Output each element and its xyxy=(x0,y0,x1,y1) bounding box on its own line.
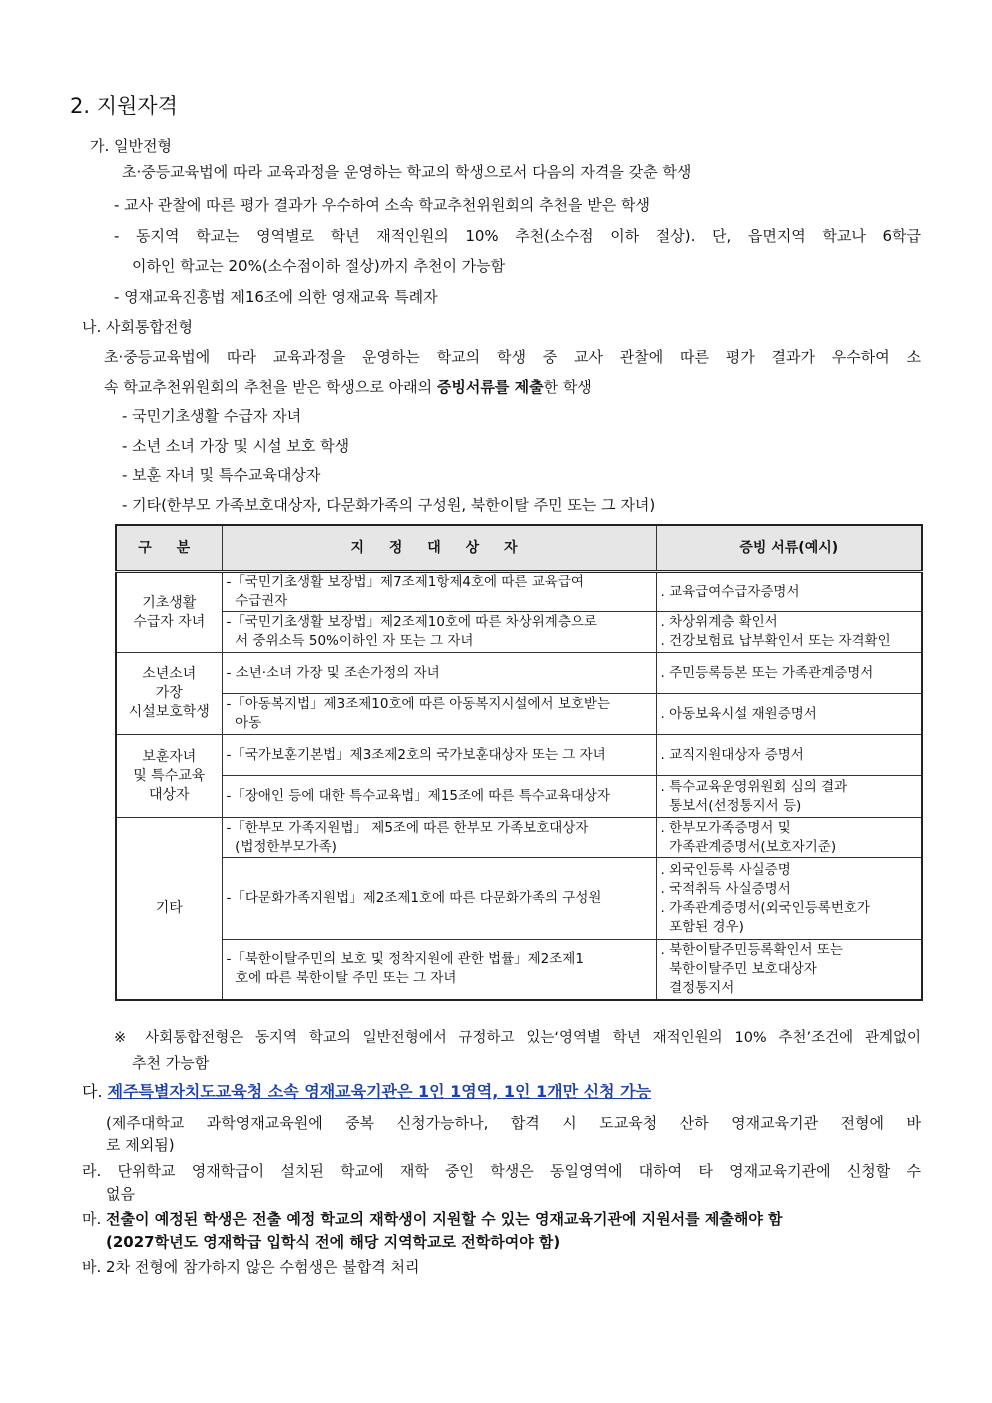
item-ma-line1 xyxy=(82,1208,921,1230)
header-evidence: 증빙 서류(예시) xyxy=(656,525,922,572)
general-intro: 초·중등교육법에 따라 교육과정을 운영하는 학교의 학생으로서 다음의 자격을 갖춘 학생 xyxy=(122,163,692,181)
general-item-2: - 동지역 학교는 영역별로 학년 재적인원의 10% 추천(소수점 이하 절상). 단, 읍면지역 학교나 6학급 xyxy=(114,227,921,245)
table-row xyxy=(116,694,922,735)
social-intro-line1: 초·중등교육법에 따라 교육과정을 운영하는 학교의 학생 중 교사 관찰에 따른 평가 결과가 우수하여 소 xyxy=(104,348,921,366)
item-da-sub-line1: (제주대학교 과학영재교육원에 중복 신청가능하나, 합격 시 도교육청 산하 영재교육기관 전형에 바 xyxy=(106,1114,921,1132)
table-row xyxy=(116,776,922,818)
category-cell: 소년소녀 가장 시설보호학생 xyxy=(116,653,222,735)
item-ma-label: 마. xyxy=(82,1210,102,1228)
table-row xyxy=(116,653,922,694)
item-ra-line1: 라. 단위학교 영재학급이 설치된 학교에 재학 중인 학생은 동일영역에 대하여 타 영재교육기관에 신청할 수 xyxy=(82,1162,921,1180)
section-title: 2. 지원자격 xyxy=(70,94,178,118)
note-line2: 추천 가능함 xyxy=(132,1054,210,1072)
table-row xyxy=(116,940,922,1000)
target-cell: -「장애인 등에 대한 특수교육법」제15조에 따른 특수교육대상자 xyxy=(222,776,656,818)
item-da-label: 다. xyxy=(82,1082,103,1101)
evidence-cell: . 교육급여수급자증명서 xyxy=(656,572,922,612)
item-da xyxy=(82,1081,651,1103)
social-item-2: - 소년 소녀 가장 및 시설 보호 학생 xyxy=(122,437,350,455)
item-ba: 바. 2차 전형에 참가하지 않은 수험생은 불합격 처리 xyxy=(82,1258,420,1276)
item-ma-line2: (2027학년도 영재학급 입학식 전에 해당 지역학교로 전학하여야 함) xyxy=(106,1233,561,1251)
evidence-cell: . 아동보육시설 재원증명서 xyxy=(656,694,922,735)
target-cell: -「아동복지법」제3조제10호에 따른 아동복지시설에서 보호받는 아동 xyxy=(222,694,656,735)
category-cell: 보훈자녀 및 특수교육 대상자 xyxy=(116,735,222,818)
header-category: 구 분 xyxy=(116,525,222,572)
target-cell: -「한부모 가족지원법」 제5조에 따른 한부모 가족보호대상자 (법정한부모가족) xyxy=(222,818,656,858)
eligibility-table xyxy=(115,524,923,1001)
evidence-cell: . 특수교육운영위원회 심의 결과 통보서(선정통지서 등) xyxy=(656,776,922,818)
table-row xyxy=(116,572,922,612)
social-item-4: - 기타(한부모 가족보호대상자, 다문화가족의 구성원, 북한이탈 주민 또는 그 자녀) xyxy=(122,496,656,514)
item-ra-line2: 없음 xyxy=(106,1185,135,1203)
table-row xyxy=(116,612,922,653)
target-cell: -「국민기초생활 보장법」제2조제10호에 따른 차상위계층으로 서 중위소득 50%이하인 자 또는 그 자녀 xyxy=(222,612,656,653)
subsection-heading-social: 나. 사회통합전형 xyxy=(82,318,193,336)
target-cell: -「북한이탈주민의 보호 및 정착지원에 관한 법률」제2조제1 호에 따른 북한이탈 주민 또는 그 자녀 xyxy=(222,940,656,1000)
item-ma-text: 전출이 예정된 학생은 전출 예정 학교의 재학생이 지원할 수 있는 영재교육기관에 지원서를 제출해야 함 xyxy=(106,1210,783,1228)
table-row xyxy=(116,735,922,776)
social-intro-pre: 속 학교추천위원회의 추천을 받은 학생으로 아래의 xyxy=(104,378,437,396)
evidence-cell: . 한부모가족증명서 및 가족관계증명서(보호자기준) xyxy=(656,818,922,858)
item-da-highlight: 제주특별자치도교육청 소속 영재교육기관은 1인 1영역, 1인 1개만 신청 가능 xyxy=(107,1082,652,1101)
evidence-cell: . 외국인등록 사실증명 . 국적취득 사실증명서 . 가족관계증명서(외국인등록번호가 포함된 경우) xyxy=(656,858,922,940)
target-cell: -「국민기초생활 보장법」제7조제1항제4호에 따른 교육급여 수급권자 xyxy=(222,572,656,612)
target-cell: -「국가보훈기본법」제3조제2호의 국가보훈대상자 또는 그 자녀 xyxy=(222,735,656,776)
target-cell: - 소년·소녀 가장 및 조손가정의 자녀 xyxy=(222,653,656,694)
evidence-cell: . 주민등록등본 또는 가족관계증명서 xyxy=(656,653,922,694)
evidence-cell: . 차상위계층 확인서 . 건강보험료 납부확인서 또는 자격확인 xyxy=(656,612,922,653)
general-item-2-cont: 이하인 학교는 20%(소수점이하 절상)까지 추천이 가능함 xyxy=(132,257,506,275)
header-target: 지 정 대 상 자 xyxy=(222,525,656,572)
item-da-sub-line2: 로 제외됨) xyxy=(106,1136,175,1154)
target-cell: -「다문화가족지원법」제2조제1호에 따른 다문화가족의 구성원 xyxy=(222,858,656,940)
table-row xyxy=(116,818,922,858)
social-intro-post: 한 학생 xyxy=(543,378,592,396)
social-item-1: - 국민기초생활 수급자 자녀 xyxy=(122,407,302,425)
category-cell: 기타 xyxy=(116,818,222,1000)
table-header-row xyxy=(116,525,922,572)
evidence-cell: . 북한이탈주민등록확인서 또는 북한이탈주민 보호대상자 결정통지서 xyxy=(656,940,922,1000)
general-item-3: - 영재교육진흥법 제16조에 의한 영재교육 특례자 xyxy=(114,288,438,306)
table-row xyxy=(116,858,922,940)
social-intro-line2 xyxy=(104,376,592,398)
evidence-cell: . 교직지원대상자 증명서 xyxy=(656,735,922,776)
subsection-heading-general: 가. 일반전형 xyxy=(90,137,172,155)
general-item-1: - 교사 관찰에 따른 평가 결과가 우수하여 소속 학교추천위원회의 추천을 받은 학생 xyxy=(114,196,651,214)
social-intro-bold: 증빙서류를 제출 xyxy=(436,378,544,396)
category-cell: 기초생활 수급자 자녀 xyxy=(116,572,222,653)
note-line1: ※ 사회통합전형은 동지역 학교의 일반전형에서 규정하고 있는‘영역별 학년 재적인원의 10% 추천’조건에 관계없이 xyxy=(114,1030,921,1046)
social-item-3: - 보훈 자녀 및 특수교육대상자 xyxy=(122,466,321,484)
